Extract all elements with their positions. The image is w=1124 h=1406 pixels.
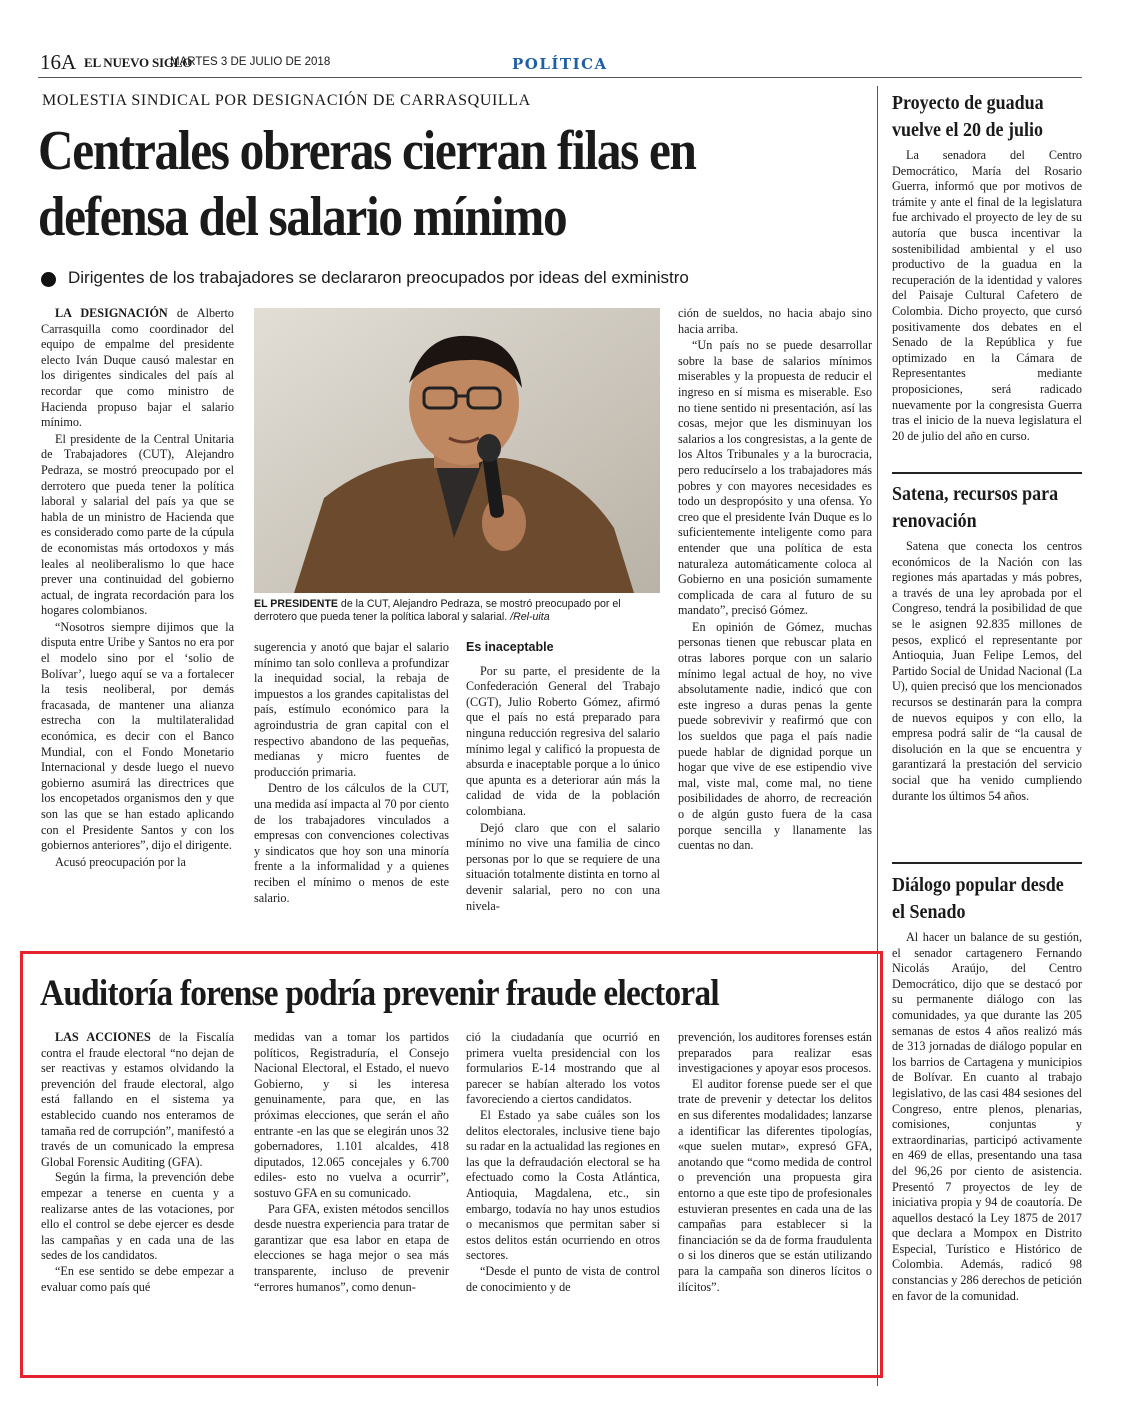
paragraph: El auditor forense puede ser el que trate de prevenir y detectar los delitos en sus diferentes modalidades; lanzarse a identificar las diferentes tipologías, «que suelen mutar», expresó GFA, anotando que “como medida de control o prevención una propuesta gira entorno a que este tipo de profesionales estuvieran presentes en cada una de las campañas para establecer si la financiación se da de forma fraudulenta o si los dineros que se están utilizando para la campaña son dineros lícitos o ilícitos”. [678,1076,872,1294]
speaker-photo-icon [254,308,660,593]
main-column-2 [254,640,449,940]
kicker: MOLESTIA SINDICAL POR DESIGNACIÓN DE CARRASQUILLA [42,92,531,109]
bullet-icon [41,272,56,287]
paragraph: En opinión de Gómez, muchas personas tienen que rebuscar plata en otras labores porque con un salario mínimo legal actual de hoy, no vive absolutamente nadie, indicó que con este ingreso a duras penas la gente puede sobrevivir y reafirmó que con los sueldos que paga el país nadie puede hablar de dignidad porque un hogar que vive de ese estipendio vive mal, viste mal, come mal, no tiene posibilidades de ahorro, de recreación o de algún gusto fuera de la casa porque sencilla y llanamente las cuentas no dan. [678,619,872,853]
paragraph: Acusó preocupación por la [55,854,186,869]
sidebar-separator [892,862,1082,864]
main-column-1 [41,306,234,942]
photo-alejandro-pedraza [254,308,660,593]
paragraph: El presidente de la Central Unitaria de Trabajadores (CUT), Alejandro Pedraza, se mostró preocupado por el derrotero que pueda tener la política laboral y salarial del país ya que se habla de un ministro de Hacienda que es considerado como parte de la cúpula de economistas más ortodoxos y más leales al neoliberalismo lo que hace prever una continuidad del gobierno actual, de ingrata recordación para los hogares colombianos. [41,431,234,618]
paragraph: “En ese sentido se debe empezar a evaluar como país qué [41,1263,234,1294]
header-rule [38,77,1082,78]
page-number: 16A [40,50,77,74]
section-label: POLÍTICA [512,55,608,73]
paragraph: Al hacer un balance de su gestión, el senador cartagenero Fernando Nicolás Araújo, del Centro Democrático, dijo que se destacó por su permanente diálogo con las comunidades, ya que durante las 205 semanas de estos 4 años realizó más de 313 jornadas de diálogo popular en los barrios de Cartagena y municipios de Bolívar. En cuanto al trabajo legislativo, de las casi 484 sesiones del Congreso, entre plenos, plenarias, comisiones, conjuntas y extraordinarias, participó activamente en 469 de ellas, presentando una tasa del 96,26 por ciento de asistencia. Presentó 7 proyectos de ley de iniciativa propia y 94 de coautoría. De aquellos destacó la Ley 1875 de 2017 que declara a Mompox en Distrito Especial, Turístico e Histórico de Colombia. Además, radicó 98 constancias y 286 derechos de petición en favor de la comunidad. [892,930,1082,1303]
paragraph: Dentro de los cálculos de la CUT, una medida así impacta al 70 por ciento de los trabajadores vinculados a empresas con convenciones colectivas y sindicatos que hoy son una minoría frente a la informalidad y a quienes reciben el mínimo o menos de este salario. [254,781,449,905]
paragraph: “Un país no se puede desarrollar sobre la base de salarios mínimos miserables y la propuesta de reducir el ingreso en sí misma es miserable. Eso no tiene sentido ni presentación, así las cosas, mejor que les disminuyan los salarios a los congresistas, a la gente de los Altos Tribunales y a la burocracia, pero reducírselo a los trabajadores más pobres y con mayores necesidades es todo un despropósito y una ofensa. Yo creo que el presidente Iván Duque es lo suficientemente inteligente como para entender que una política de esta naturaleza automáticamente coloca al Gobierno en una posición sumamente complicada de cara al futuro de su mandato”, precisó Gómez. [678,338,872,618]
bottom-column-3 [466,1030,660,1358]
section-subhead: Es inaceptable [466,640,554,654]
paragraph: Para GFA, existen métodos sencillos desde nuestra experiencia para tratar de garantizar que esa labor en etapa de elecciones se haga mejor o sea más transparente, incluso de prevenir “errores humanos”, como denun- [254,1201,449,1294]
bottom-headline: Auditoría forense podría prevenir fraude electoral [40,973,719,1014]
paragraph: Satena que conecta los centros económicos de la Nación con las regiones más apartadas y más pobres, a través de una ley aprobada por el Congreso, tendrá la posibilidad de que se le asignen 92.835 millones de pesos, explicó el representante por Antioquia, Juan Felipe Lemos, del Partido Social de Unidad Nacional (La U), quien precisó que los mencionados recursos se destinarán para la compra de nuevos equipos y con ello, la empresa podrá salir de “la causal de disolución en la que se encuentra y garantizará la prestación del servicio social que ha venido cumpliendo durante los últimos 54 años. [892,539,1082,803]
photo-caption [254,598,659,624]
lead-word: LA DESIGNACIÓN [55,306,168,320]
caption-text: de la CUT, Alejandro Pedraza, se mostró preocupado por el derrotero que pueda tener la política laboral y salarial. [254,598,621,623]
paragraph: medidas van a tomar los partidos políticos, Registraduría, el Consejo Nacional Electoral, el Estado, el nuevo Gobierno, y si les interesa genuinamente, para que, en las próximas elecciones, que serán el año entrante -en las que se elegirán unos 32 gobernadores, 1.101 alcaldes, 418 diputados, 12.065 concejales y 6.700 ediles- esto no vuelva a ocurrir”, sostuvo GFA en su comunicado. [254,1030,449,1200]
lead-word: LAS ACCIONES [55,1030,151,1044]
paragraph: El Estado ya sabe cuáles son los delitos electorales, inclusive tiene bajo su radar en la actualidad las regiones en las que la defraudación electoral se ha efectuado como la Costa Atlántica, Antioquia, Magdalena, etc., sin embargo, todavía no hay unos estudios o mecanismos que permitan saber si estos delitos están ocurriendo en otros sectores. [466,1107,660,1263]
paragraph: Por su parte, el presidente de la Confederación General del Trabajo (CGT), Julio Roberto Gómez, afirmó que el país no está preparado para ninguna reducción regresiva del salario mínimo legal y calificó la propuesta de absurda e inaceptable porque a lo único que apunta es a deteriorar aún más la calidad de vida de la población colombiana. [466,663,660,818]
main-column-4 [678,306,872,942]
paragraph: La senadora del Centro Democrático, María del Rosario Guerra, informó que por motivos de trámite y ante el final de la legislatura fue archivado el proyecto de ley de su autoría que busca incentivar la sostenibilidad ambiental y el uso productivo de la guadua en la recuperación de la identidad y valores del Paisaje Cultural Cafetero de Colombia. Dicho proyecto, que cursó positivamente dos debates en el Senado de la República y fue optimizado en la Cámara de Representantes mediante proposiciones, será radicado nuevamente por la congresista Guerra tras el inicio de la nueva legislatura el 20 de julio del año en curso. [892,148,1082,443]
caption-lead: EL PRESIDENTE [254,598,338,610]
paragraph: Dejó claro que con el salario mínimo no vive una familia de cinco personas por lo que se requiere de una situación totalmente distinta en torno al devenir salarial, pero no con una nivela- [466,820,660,913]
main-column-3 [466,640,660,940]
newspaper-name: EL NUEVO SIGLO [84,55,193,70]
sidebar-title-3: Diálogo popular desde el Senado [892,874,1064,923]
bottom-column-1 [41,1030,234,1358]
sidebar-separator [892,472,1082,474]
paragraph: ció la ciudadanía que ocurrió en primera vuelta presidencial con los formularios E-14 mostrando que al parecer se habían alterado los votos favoreciendo a ciertos candidatos. [466,1030,660,1107]
sidebar-text-3 [892,930,1082,1390]
subheadline: Dirigentes de los trabajadores se declararon preocupados por ideas del exministro [68,268,689,287]
bottom-column-2 [254,1030,449,1358]
sidebar-text-1 [892,148,1082,466]
photo-credit: /Rel-uita [507,611,550,623]
bottom-column-4 [678,1030,872,1358]
sidebar-title-1: Proyecto de guadua vuelve el 20 de julio [892,92,1044,141]
paragraph: ción de sueldos, no hacia abajo sino hacia arriba. [678,306,872,336]
paragraph: Según la firma, la prevención debe empezar a tenerse en cuenta y a realizarse antes de las votaciones, por ello el control se debe ejercer es desde las campañas y en cada una de las sedes de los candidatos. [41,1170,234,1263]
sidebar-text-2 [892,539,1082,857]
sidebar-title-2: Satena, recursos para renovación [892,483,1059,532]
paragraph: sugerencia y anotó que bajar el salario mínimo tan solo conlleva a profundizar la inequidad social, la rebaja de impuestos a los grandes capitalistas del país, estímulo económico para la agroindustria de gran capital con el respectivo abandono de las pequeñas, medianas y micro fuentes de producción primaria. [254,640,449,779]
main-headline: Centrales obreras cierran filas en defensa del salario mínimo [38,120,696,248]
issue-date: MARTES 3 DE JULIO DE 2018 [170,56,331,68]
paragraph: de Alberto Carrasquilla como coordinador del equipo de empalme del presidente electo Iván Duque causó malestar en los dirigentes sindicales del país al recordar que como ministro de Hacienda propuso bajar el salario mínimo. [41,306,234,430]
paragraph: de la Fiscalía contra el fraude electoral “no dejan de ser reactivas y estamos olvidando la prevención del fraude electoral, algo está fallando en el sistema ya establecido cuando nos enteramos de tamaña red de corrupción”, manifestó a través de un comunicado la empresa Global Forensic Auditing (GFA). [41,1030,234,1169]
paragraph: “Nosotros siempre dijimos que la disputa entre Uribe y Santos no era por el modelo sino por el ‘solio de Bolívar’, luego aquí se va a fortalecer la tesis neoliberal, por demás fracasada, de mantener una alianza estrecha con la multilateralidad económica, es decir con el Banco Mundial, con el Fondo Monetario Internacional y desde luego el nuevo gobierno asumirá las directrices que los encopetados organismos den y que son las que se han estado aplicando con el Presidente Santos y con los gobiernos anteriores”, dijo el dirigente. [41,619,234,853]
paragraph: “Desde el punto de vista de control de conocimiento y de [466,1263,660,1294]
paragraph: prevención, los auditores forenses están preparados para realizar esas investigaciones y apoyar esos procesos. [678,1030,872,1076]
